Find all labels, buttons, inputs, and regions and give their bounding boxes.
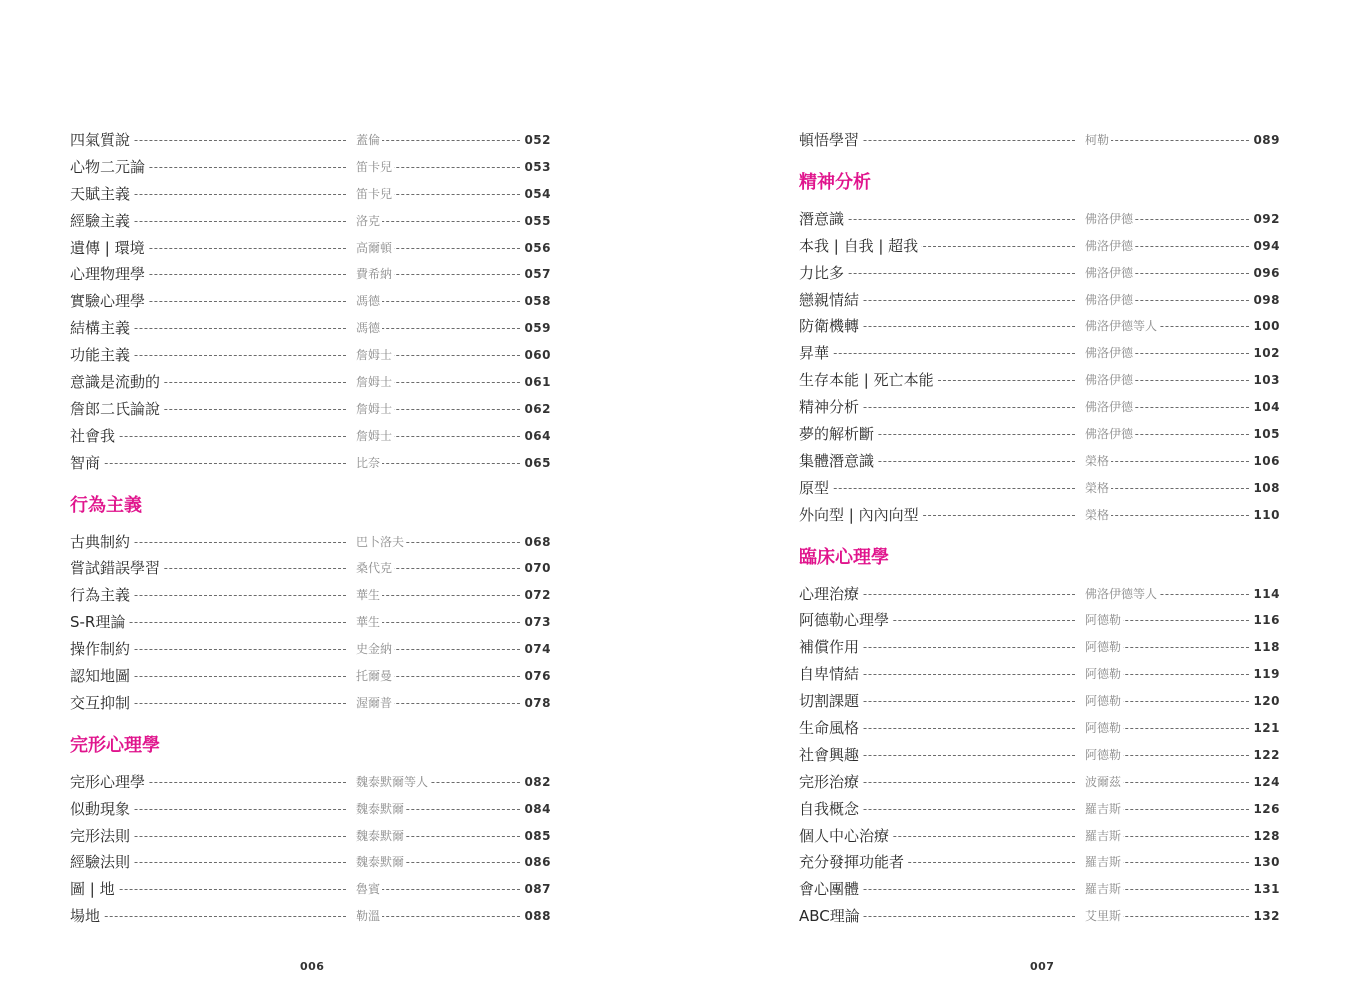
- entry-person: 華生: [356, 583, 382, 607]
- entry-page-number: 105: [1251, 422, 1280, 446]
- entry-person: 柯勒: [1085, 128, 1111, 152]
- entry-page-number: 074: [522, 637, 551, 661]
- toc-entry[interactable]: [70, 424, 551, 451]
- entry-term: 場地: [70, 904, 103, 928]
- entry-page-number: 128: [1251, 824, 1280, 848]
- entry-term: 似動現象: [70, 797, 133, 821]
- entry-term: 完形心理學: [70, 770, 148, 794]
- entry-person: 詹姆士: [356, 397, 394, 421]
- entry-person: 詹姆士: [356, 343, 394, 367]
- entry-page-number: 121: [1251, 716, 1280, 740]
- toc-entry[interactable]: [70, 583, 551, 610]
- entry-person: 費希納: [356, 262, 394, 286]
- entry-page-number: 104: [1251, 395, 1280, 419]
- entry-page-number: 053: [522, 155, 551, 179]
- entry-page-number: 102: [1251, 341, 1280, 365]
- entry-person: 佛洛伊德等人: [1085, 314, 1159, 338]
- entry-term: 集體潛意識: [799, 449, 877, 473]
- section-title: 行為主義: [70, 494, 142, 516]
- toc-entry[interactable]: [799, 314, 1280, 341]
- entry-page-number: 114: [1251, 582, 1280, 606]
- entry-person: 羅吉斯: [1085, 877, 1123, 901]
- entry-page-number: 131: [1251, 877, 1280, 901]
- entry-term: 充分發揮功能者: [799, 850, 907, 874]
- toc-entry[interactable]: [70, 824, 551, 851]
- entry-person: 羅吉斯: [1085, 850, 1123, 874]
- entry-term: 完形法則: [70, 824, 133, 848]
- entry-page-number: 108: [1251, 476, 1280, 500]
- entry-page-number: 089: [1251, 128, 1280, 152]
- entry-page-number: 086: [522, 850, 551, 874]
- entry-person: 榮格: [1085, 449, 1111, 473]
- entry-page-number: 130: [1251, 850, 1280, 874]
- entry-person: 托爾曼: [356, 664, 394, 688]
- entry-page-number: 073: [522, 610, 551, 634]
- toc-entry[interactable]: [70, 128, 551, 155]
- toc-entry[interactable]: [70, 316, 551, 343]
- toc-entry[interactable]: [799, 608, 1280, 635]
- page-number-left: 006: [300, 960, 325, 973]
- section-title: 精神分析: [799, 171, 871, 193]
- entry-person: 佛洛伊德: [1085, 261, 1135, 285]
- entry-term: 天賦主義: [70, 182, 133, 206]
- toc-entry[interactable]: [799, 476, 1280, 503]
- toc-entry[interactable]: [70, 262, 551, 289]
- entry-page-number: 058: [522, 289, 551, 313]
- entry-term: 會心團體: [799, 877, 862, 901]
- entry-person: 馮德: [356, 289, 382, 313]
- entry-term: ABC理論: [799, 904, 863, 928]
- toc-entry[interactable]: [799, 503, 1280, 530]
- entry-term: 防衛機轉: [799, 314, 862, 338]
- entry-page-number: 084: [522, 797, 551, 821]
- toc-entry[interactable]: [799, 207, 1280, 234]
- entry-person: 渥爾普: [356, 691, 394, 715]
- entry-page-number: 120: [1251, 689, 1280, 713]
- entry-person: 桑代克: [356, 556, 394, 580]
- entry-term: 切割課題: [799, 689, 862, 713]
- entry-page-number: 061: [522, 370, 551, 394]
- toc-entry[interactable]: [70, 370, 551, 397]
- entry-person: 巴卜洛夫: [356, 530, 406, 554]
- toc-entry[interactable]: [70, 664, 551, 691]
- entry-person: 艾里斯: [1085, 904, 1123, 928]
- entry-person: 榮格: [1085, 503, 1111, 527]
- entry-person: 佛洛伊德: [1085, 422, 1135, 446]
- entry-term: 經驗主義: [70, 209, 133, 233]
- toc-entry[interactable]: [70, 850, 551, 877]
- toc-entry[interactable]: [799, 850, 1280, 877]
- toc-entry[interactable]: [799, 261, 1280, 288]
- entry-term: 昇華: [799, 341, 832, 365]
- page-number-right: 007: [1030, 960, 1055, 973]
- entry-page-number: 100: [1251, 314, 1280, 338]
- entry-term: 自我概念: [799, 797, 862, 821]
- toc-entry[interactable]: [70, 289, 551, 316]
- entry-person: 詹姆士: [356, 370, 394, 394]
- entry-term: 自卑情結: [799, 662, 862, 686]
- entry-term: 古典制約: [70, 530, 133, 554]
- toc-entry[interactable]: [799, 422, 1280, 449]
- entry-person: 佛洛伊德: [1085, 288, 1135, 312]
- entry-term: 社會興趣: [799, 743, 862, 767]
- entry-page-number: 082: [522, 770, 551, 794]
- toc-entry[interactable]: [799, 368, 1280, 395]
- entry-term: 個人中心治療: [799, 824, 892, 848]
- entry-page-number: 054: [522, 182, 551, 206]
- toc-right-column: [799, 128, 1280, 931]
- entry-page-number: 126: [1251, 797, 1280, 821]
- entry-term: 社會我: [70, 424, 118, 448]
- entry-person: 魏泰默爾等人: [356, 770, 430, 794]
- entry-term: 智商: [70, 451, 103, 475]
- toc-entry[interactable]: [70, 797, 551, 824]
- entry-term: 認知地圖: [70, 664, 133, 688]
- entry-person: 羅吉斯: [1085, 824, 1123, 848]
- entry-term: 力比多: [799, 261, 847, 285]
- entry-term: 阿德勒心理學: [799, 608, 892, 632]
- toc-entry[interactable]: [799, 128, 1280, 155]
- entry-person: 史金納: [356, 637, 394, 661]
- toc-entry[interactable]: [799, 395, 1280, 422]
- entry-page-number: 096: [1251, 261, 1280, 285]
- entry-term: 實驗心理學: [70, 289, 148, 313]
- entry-person: 笛卡兒: [356, 155, 394, 179]
- entry-term: 生命風格: [799, 716, 862, 740]
- toc-entry[interactable]: [799, 770, 1280, 797]
- entry-person: 魏泰默爾: [356, 824, 406, 848]
- entry-page-number: 057: [522, 262, 551, 286]
- toc-entry[interactable]: [799, 234, 1280, 261]
- entry-person: 佛洛伊德: [1085, 341, 1135, 365]
- entry-person: 阿德勒: [1085, 635, 1123, 659]
- entry-person: 榮格: [1085, 476, 1111, 500]
- entry-page-number: 062: [522, 397, 551, 421]
- toc-entry[interactable]: [70, 877, 551, 904]
- entry-term: S-R理論: [70, 610, 128, 634]
- entry-person: 魯賓: [356, 877, 382, 901]
- entry-person: 華生: [356, 610, 382, 634]
- entry-person: 佛洛伊德: [1085, 234, 1135, 258]
- entry-page-number: 068: [522, 530, 551, 554]
- entry-page-number: 070: [522, 556, 551, 580]
- entry-page-number: 078: [522, 691, 551, 715]
- dotted-leader: [799, 353, 1075, 354]
- entry-person: 佛洛伊德: [1085, 395, 1135, 419]
- entry-term: 心理物理學: [70, 262, 148, 286]
- entry-person: 羅吉斯: [1085, 797, 1123, 821]
- entry-term: 本我 | 自我 | 超我: [799, 234, 921, 258]
- entry-term: 遺傳 | 環境: [70, 236, 148, 260]
- entry-term: 補償作用: [799, 635, 862, 659]
- entry-page-number: 110: [1251, 503, 1280, 527]
- toc-entry[interactable]: [799, 877, 1280, 904]
- entry-term: 圖 | 地: [70, 877, 118, 901]
- entry-term: 原型: [799, 476, 832, 500]
- entry-term: 功能主義: [70, 343, 133, 367]
- entry-page-number: 106: [1251, 449, 1280, 473]
- entry-person: 波爾茲: [1085, 770, 1123, 794]
- entry-person: 馮德: [356, 316, 382, 340]
- entry-page-number: 132: [1251, 904, 1280, 928]
- entry-page-number: 119: [1251, 662, 1280, 686]
- entry-page-number: 116: [1251, 608, 1280, 632]
- entry-person: 勒溫: [356, 904, 382, 928]
- entry-person: 魏泰默爾: [356, 797, 406, 821]
- entry-person: 佛洛伊德等人: [1085, 582, 1159, 606]
- entry-page-number: 076: [522, 664, 551, 688]
- entry-term: 經驗法則: [70, 850, 133, 874]
- entry-term: 外向型 | 內內向型: [799, 503, 922, 527]
- entry-page-number: 055: [522, 209, 551, 233]
- dotted-leader: [70, 916, 346, 917]
- entry-person: 高爾頓: [356, 236, 394, 260]
- entry-term: 頓悟學習: [799, 128, 862, 152]
- entry-term: 生存本能 | 死亡本能: [799, 368, 937, 392]
- entry-person: 阿德勒: [1085, 662, 1123, 686]
- entry-person: 佛洛伊德: [1085, 207, 1135, 231]
- entry-term: 行為主義: [70, 583, 133, 607]
- entry-term: 四氣質說: [70, 128, 133, 152]
- entry-page-number: 103: [1251, 368, 1280, 392]
- toc-entry[interactable]: [70, 610, 551, 637]
- toc-entry[interactable]: [799, 824, 1280, 851]
- entry-page-number: 124: [1251, 770, 1280, 794]
- entry-person: 阿德勒: [1085, 716, 1123, 740]
- toc-entry[interactable]: [70, 556, 551, 583]
- entry-person: 佛洛伊德: [1085, 368, 1135, 392]
- entry-term: 交互抑制: [70, 691, 133, 715]
- entry-person: 魏泰默爾: [356, 850, 406, 874]
- toc-entry[interactable]: [70, 397, 551, 424]
- entry-page-number: 052: [522, 128, 551, 152]
- toc-entry[interactable]: [799, 582, 1280, 609]
- toc-entry[interactable]: [799, 635, 1280, 662]
- toc-entry[interactable]: [799, 288, 1280, 315]
- entry-term: 心物二元論: [70, 155, 148, 179]
- toc-entry[interactable]: [70, 155, 551, 182]
- entry-person: 比奈: [356, 451, 382, 475]
- toc-entry[interactable]: [799, 797, 1280, 824]
- entry-page-number: 064: [522, 424, 551, 448]
- toc-entry[interactable]: [70, 637, 551, 664]
- toc-entry[interactable]: [70, 236, 551, 263]
- entry-person: 阿德勒: [1085, 608, 1123, 632]
- entry-term: 操作制約: [70, 637, 133, 661]
- section-title: 完形心理學: [70, 734, 160, 756]
- toc-entry[interactable]: [70, 530, 551, 557]
- entry-person: 蓋倫: [356, 128, 382, 152]
- entry-term: 意識是流動的: [70, 370, 163, 394]
- entry-term: 結構主義: [70, 316, 133, 340]
- toc-entry[interactable]: [799, 743, 1280, 770]
- entry-page-number: 060: [522, 343, 551, 367]
- entry-page-number: 056: [522, 236, 551, 260]
- entry-page-number: 122: [1251, 743, 1280, 767]
- entry-person: 洛克: [356, 209, 382, 233]
- entry-term: 詹郎二氏論說: [70, 397, 163, 421]
- toc-entry[interactable]: [799, 716, 1280, 743]
- entry-page-number: 094: [1251, 234, 1280, 258]
- entry-term: 戀親情結: [799, 288, 862, 312]
- entry-page-number: 085: [522, 824, 551, 848]
- toc-entry[interactable]: [70, 182, 551, 209]
- entry-person: 阿德勒: [1085, 689, 1123, 713]
- toc-entry[interactable]: [70, 343, 551, 370]
- dotted-leader: [70, 463, 346, 464]
- entry-term: 完形治療: [799, 770, 862, 794]
- entry-term: 精神分析: [799, 395, 862, 419]
- entry-page-number: 092: [1251, 207, 1280, 231]
- entry-term: 心理治療: [799, 582, 862, 606]
- toc-entry[interactable]: [70, 770, 551, 797]
- entry-page-number: 088: [522, 904, 551, 928]
- entry-term: 潛意識: [799, 207, 847, 231]
- toc-entry[interactable]: [70, 691, 551, 718]
- entry-term: 夢的解析斷: [799, 422, 877, 446]
- entry-page-number: 098: [1251, 288, 1280, 312]
- toc-entry[interactable]: [70, 451, 551, 478]
- entry-page-number: 059: [522, 316, 551, 340]
- toc-entry[interactable]: [799, 449, 1280, 476]
- entry-term: 嘗試錯誤學習: [70, 556, 163, 580]
- toc-entry[interactable]: [799, 904, 1280, 931]
- toc-entry[interactable]: [70, 904, 551, 931]
- toc-entry[interactable]: [799, 341, 1280, 368]
- entry-person: 笛卡兒: [356, 182, 394, 206]
- toc-left-column: [70, 128, 551, 931]
- entry-person: 阿德勒: [1085, 743, 1123, 767]
- entry-page-number: 118: [1251, 635, 1280, 659]
- section-title: 臨床心理學: [799, 546, 889, 568]
- toc-entry[interactable]: [70, 209, 551, 236]
- entry-page-number: 065: [522, 451, 551, 475]
- entry-person: 詹姆士: [356, 424, 394, 448]
- toc-entry[interactable]: [799, 689, 1280, 716]
- dotted-leader: [799, 488, 1075, 489]
- entry-page-number: 072: [522, 583, 551, 607]
- entry-page-number: 087: [522, 877, 551, 901]
- toc-entry[interactable]: [799, 662, 1280, 689]
